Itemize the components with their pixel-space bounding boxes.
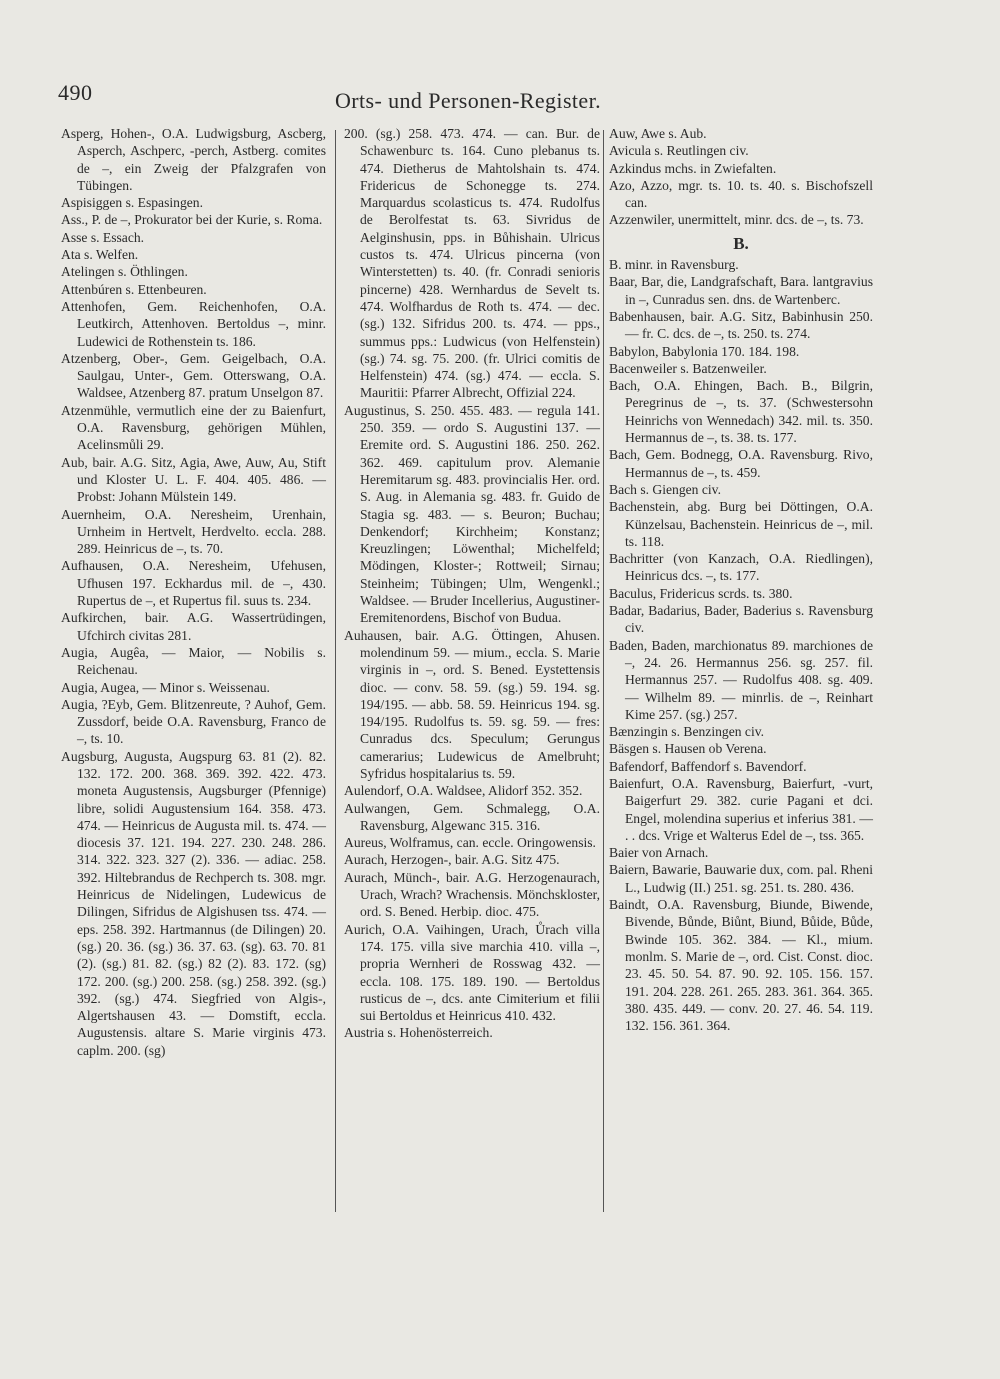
register-entry: Avicula s. Reutlingen civ. bbox=[609, 143, 749, 159]
register-entry: Aurich, O.A. Vaihingen, Urach, Ůrach villa 174. 175. villa sive marchia 410. villa –, propria Wernheri de Rosswag 432. — eccla. 108. 175. 189. 190. — Bertoldus rusticus de –, dcs. ante Cimiterium et filii sui Bertoldus et Heinricus 410. 432. bbox=[344, 921, 600, 1024]
register-entry: Bafendorf, Baffendorf s. Bavendorf. bbox=[609, 758, 807, 774]
register-entry: Baiern, Bawarie, Bauwarie dux, com. pal. Rheni L., Ludwig (II.) 251. sg. 251. ts. 280. 436. bbox=[609, 862, 873, 895]
register-entry: B. minr. in Ravensburg. bbox=[609, 257, 739, 273]
register-entry: Azkindus mchs. in Zwiefalten. bbox=[609, 160, 777, 176]
page-header bbox=[58, 80, 942, 120]
register-entry: Bach, O.A. Ehingen, Bach. B., Bilgrin, Peregrinus de –, ts. 37. (Schwestersohn Heinrichs von Wennedach) 342. mil. ts. 350. Hermannus de –, ts. 38. ts. 177. bbox=[609, 378, 873, 446]
register-entry: Baden, Baden, marchionatus 89. marchiones de –, 24. 26. Hermannus 256. sg. 257. fil. Hermannus 257. — Rudolfus 408. sg. 409. — Wilhelm 89. — minrlis. de –, Reinhart Kime 257. (sg.) 257. bbox=[609, 637, 873, 722]
register-entry: Babenhausen, bair. A.G. Sitz, Babinhusin 250. — fr. C. dcs. de –, ts. 250. ts. 274. bbox=[609, 308, 873, 342]
register-entry: Ata s. Welfen. bbox=[61, 247, 139, 263]
register-entry: Azzenwiler, unermittelt, minr. dcs. de –, ts. 73. bbox=[609, 212, 864, 228]
register-entry: Baculus, Fridericus scrds. ts. 380. bbox=[609, 585, 793, 601]
register-column-3 bbox=[609, 125, 873, 1034]
register-entry: Bachritter (von Kanzach, O.A. Riedlingen), Heinricus dcs. –, ts. 177. bbox=[609, 551, 873, 584]
register-entry: Bænzingin s. Benzingen civ. bbox=[609, 724, 765, 740]
register-entry: Auhausen, bair. A.G. Öttingen, Ahusen. molendinum 59. — mium., eccla. S. Marie virginis in –, ord. S. Bened. Eystettensis dioc. — conv. 58. 59. (sg.) 59. 194. sg. 194/195. — abb. 58. 59. Heinricus 194. sg. 194/195. Rudolfus ts. 59. sg. 59. — fres: Cunradus dcs. Speculum; Gerungus camerarius; Ludewicus de Amelbruht; Syfridus hospitalarius ts. 59. bbox=[344, 627, 600, 781]
register-entry: Augia, ?Eyb, Gem. Blitzenreute, ? Auhof, Gem. Zussdorf, beide O.A. Ravensburg, Franco de –, ts. 10. bbox=[61, 696, 326, 747]
register-entry: Bach, Gem. Bodnegg, O.A. Ravensburg. Rivo, Hermannus de –, ts. 459. bbox=[609, 447, 873, 480]
register-entry: Augsburg, Augusta, Augspurg 63. 81 (2). 82. 132. 172. 200. 368. 369. 392. 422. 473. moneta Augustensis, Augsburger (Pfennige) libre, solidi Augustensium 164. 358. 473. 474. — Heinricus de Augusta mil. ts. 474. — diocesis 37. 121. 194. 227. 230. 248. 286. 314. 322. 323. 327 (2). 336. — adiac. 258. 392. Hiltebrandus de Rechperch ts. 308. mgr. Heinricus de Nidelingen, Ludewicus de Dilingen, Sifridus de Algishusen tss. 474. — eps. 258. 392. Hartmannus (de Dilingen) 20. (sg.) 20. 36. (sg.) 36. 37. 63. (sg). 63. 70. 81 (2). (sg.) 81. 82. (sg.) 82 (2). 83. 172. (sg) 172. 200. (sg.) 200. 258. (sg.) 258. 392. (sg.) 392. (sg.) 474. Siegfried von Algis-, Algertshausen 43. — Domstift, eccla. Augustensis. altare S. Marie virginis 473. caplm. 200. (sg) bbox=[61, 748, 326, 1058]
column-divider bbox=[603, 130, 604, 1212]
register-entry: Aurach, Herzogen-, bair. A.G. Sitz 475. bbox=[344, 852, 560, 868]
register-entry: Bacenweiler s. Batzenweiler. bbox=[609, 360, 767, 376]
register-entry: Asperg, Hohen-, O.A. Ludwigsburg, Ascberg, Asperch, Aschperc, -perch, Astberg. comites de –, ein Zweig der Pfalzgrafen von Tübingen. bbox=[61, 126, 326, 193]
register-entry: Aufhausen, O.A. Neresheim, Ufehusen, Ufhusen 197. Eckhardus mil. de –, 430. Rupertus de –, et Rupertus fil. suus ts. 234. bbox=[61, 558, 326, 609]
register-entry: Auw, Awe s. Aub. bbox=[609, 126, 707, 141]
register-entry: Bach s. Giengen civ. bbox=[609, 481, 721, 497]
register-entry: Baienfurt, O.A. Ravensburg, Baierfurt, -vurt, Baigerfurt 29. 382. curie Pagani et dci. Engel, molendina superius et inferius 381. — . . dcs. Vrige et Walterus Edel de –, tss. 365. bbox=[609, 775, 873, 843]
register-entry: Attenbúren s. Ettenbeuren. bbox=[61, 281, 207, 297]
register-entry: Baier von Arnach. bbox=[609, 845, 709, 861]
register-entry: Baar, Bar, die, Landgrafschaft, Bara. lantgravius in –, Cunradus sen. dns. de Wartenberc. bbox=[609, 274, 873, 307]
register-entry: Bäsgen s. Hausen ob Verena. bbox=[609, 741, 767, 757]
register-entry: Atelingen s. Öthlingen. bbox=[61, 264, 188, 280]
register-entry: Aub, bair. A.G. Sitz, Agia, Awe, Auw, Au, Stift und Kloster U. L. F. 404. 405. 486. — Probst: Johann Mülstein 149. bbox=[61, 454, 326, 505]
register-column-2 bbox=[344, 125, 600, 1042]
register-entry: Baindt, O.A. Ravensburg, Biunde, Biwende, Bivende, Bůnde, Biůnt, Biund, Bůide, Bůde, Bwinde 105. 362. 384. — Kl., mium. monlm. S. Marie de –, ord. Cist. Const. dioc. 23. 45. 50. 54. 87. 90. 92. 105. 156. 157. 191. 204. 228. 261. 265. 283. 361. 364. 365. 380. 435. 449. — conv. 20. 27. 46. 54. 119. 132. 156. 361. 364. bbox=[609, 897, 873, 1034]
register-entry: 200. (sg.) 258. 473. 474. — can. Bur. de Schawenburc ts. 164. Cuno plebanus ts. 474. Dietherus de Mahtolshain ts. 474. Fridericus de Schonegge ts. 274. Marquardus scolasticus ts. 474. Rudolfus de Berolfestat ts. 63. Sivridus de Aelginshusin, pps. in Bůhishain. Ulricus custos ts. 474. Ulricus pincerna (von Winterstetten) ts. 40. (fr. Conradi senioris pincerne) 428. Wernhardus de Sevelt ts. 474. Wolfhardus de Roth ts. 474. — dec. (sg.) 132. Sifridus 200. ts. 474. — pps., summus pps.: Ludwicus (von Helfenstein) (sg.) 74. sg. 75. 200. (fr. Ulrici comitis de Helfenstein) 474. (sg.) 474. — eccla. S. Mauritii: Pfarrer Albrecht, Offizial 224. bbox=[344, 126, 600, 401]
register-entry: Aufkirchen, bair. A.G. Wassertrüdingen, Ufchirch civitas 281. bbox=[61, 610, 326, 643]
running-title: Orts- und Personen-Register. bbox=[335, 88, 601, 113]
register-entry: Auernheim, O.A. Neresheim, Urenhain, Urnheim in Hertvelt, Herdvelto. eccla. 288. 289. Heinricus de –, ts. 70. bbox=[61, 506, 326, 557]
column-divider bbox=[335, 130, 336, 1212]
register-entry: Aulendorf, O.A. Waldsee, Alidorf 352. 352. bbox=[344, 783, 583, 799]
register-entry: Ass., P. de –, Prokurator bei der Kurie, s. Roma. bbox=[61, 212, 323, 228]
register-entry: Badar, Badarius, Bader, Baderius s. Ravensburg civ. bbox=[609, 603, 873, 636]
register-entry: Attenhofen, Gem. Reichenhofen, O.A. Leutkirch, Attenhoven. Bertoldus –, minr. Ludewici de Rothenstein ts. 186. bbox=[61, 298, 326, 349]
register-entry: Augia, Augea, — Minor s. Weissenau. bbox=[61, 679, 270, 695]
register-entry: Augia, Augêa, — Maior, — Nobilis s. Reichenau. bbox=[61, 644, 326, 678]
register-entry: Atzenmühle, vermutlich eine der zu Baienfurt, O.A. Ravensburg, gehörigen Mühlen, Acelinsmůli 29. bbox=[61, 402, 326, 453]
register-entry: Asse s. Essach. bbox=[61, 229, 145, 245]
register-entry: Augustinus, S. 250. 455. 483. — regula 141. 250. 359. — ordo S. Augustini 137. — Eremite ord. S. Augustini 186. 250. 262. 362. 469. capitulum prov. Alemanie Heremitarum sg. 483. provincialis Her. ord. S. Aug. in Alemania sg. 483. fr. Guido de Stagia sg. 483. — s. Beuron; Buchau; Denkendorf; Kirchheim; Konstanz; Kreuzlingen; Löwenthal; Michelfeld; Mödingen, Kloster-; Rottweil; Sirnau; Steinheim; Tübingen; Ulm, Wengenkl.; Waldsee. — Bruder Incellerius, Augustiner-Eremitenordens, Bischof von Budua. bbox=[344, 402, 600, 626]
register-entry: Aurach, Münch-, bair. A.G. Herzogenaurach, Urach, Wrach? Wrachensis. Mönchskloster, ord. S. Bened. Herbip. dioc. 475. bbox=[344, 869, 600, 920]
register-column-1 bbox=[61, 125, 326, 1059]
register-entry: Azo, Azzo, mgr. ts. 10. ts. 40. s. Bischofszell can. bbox=[609, 177, 873, 211]
register-entry: Bachenstein, abg. Burg bei Döttingen, O.A. Künzelsau, Bachenstein. Heinricus de –, mil. ts. 118. bbox=[609, 499, 873, 549]
register-entry: Austria s. Hohenösterreich. bbox=[344, 1025, 493, 1041]
register-entry: Aspisiggen s. Espasingen. bbox=[61, 195, 203, 211]
register-entry: Aulwangen, Gem. Schmalegg, O.A. Ravensburg, Algewanc 315. 316. bbox=[344, 800, 600, 833]
page-number: 490 bbox=[58, 80, 93, 105]
register-entry: Atzenberg, Ober-, Gem. Geigelbach, O.A. Saulgau, Unter-, Gem. Otterswang, O.A. Waldsee, Atzenberg 87. pratum Unselgon 87. bbox=[61, 350, 326, 401]
register-entry: Babylon, Babylonia 170. 184. 198. bbox=[609, 343, 800, 359]
register-entry: Aureus, Wolframus, can. eccle. Oringowensis. bbox=[344, 835, 596, 851]
section-heading: B. bbox=[733, 233, 749, 253]
